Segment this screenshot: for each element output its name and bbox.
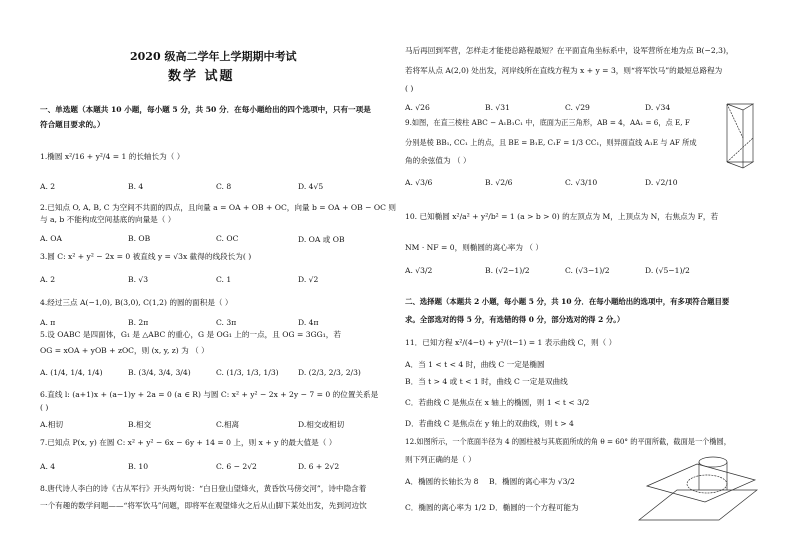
q12-option-c: C．椭圆的离心率为 1/2 bbox=[405, 503, 487, 512]
q3-option-a: A. 2 bbox=[40, 275, 56, 284]
q11-option-b: B．当 t > 4 或 t < 1 时，曲线 C 一定是双曲线 bbox=[405, 377, 568, 386]
subject-title: 数学 试题 bbox=[168, 69, 235, 84]
question-6-cont: ( ) bbox=[40, 403, 49, 412]
q4-option-b: B. 2π bbox=[128, 318, 149, 327]
q4-option-c: C. 3π bbox=[216, 318, 237, 327]
question-11: 11．已知方程 x²/(4−t) + y²/(t−1) = 1 表示曲线 C，则（ ） bbox=[405, 338, 617, 347]
q3-option-b: B. √3 bbox=[128, 275, 149, 284]
q6-option-a: A.相切 bbox=[40, 420, 64, 429]
question-5-cont: OG = xOA + yOB + zOC，则 (x, y, z) 为 （ ） bbox=[40, 346, 209, 355]
q11-option-a: A．当 1 < t < 4 时，曲线 C 一定是椭圆 bbox=[405, 360, 545, 369]
section1-title-cont: 符合题目要求的。） bbox=[40, 120, 105, 129]
question-8: 8.唐代诗人李白的诗《古从军行》开头两句说：“白日登山望烽火，黄昏饮马傍交河”，诗中隐含着 bbox=[40, 484, 367, 493]
q2-option-d: D. OA 或 OB bbox=[298, 235, 345, 244]
question-7: 7.已知点 P(x, y) 在圆 C: x² + y² − 6x − 6y + 14 = 0 上，则 x + y 的最大值是（ ） bbox=[40, 438, 337, 447]
question-3: 3.圆 C: x² + y² − 2x = 0 被直线 y = √3x 截得的线段长为( ) bbox=[40, 252, 252, 261]
right-column bbox=[405, 0, 760, 560]
q11-option-d: D．若曲线 C 是焦点在 y 轴上的双曲线，则 t > 4 bbox=[405, 419, 574, 428]
cylinder-section-figure bbox=[637, 450, 759, 530]
question-2: 2.已知点 O, A, B, C 为空间不共面的四点，且向量 a = OA + OB + OC，向量 b = OA + OB − OC 则 bbox=[40, 203, 396, 212]
q3-option-d: D. √2 bbox=[298, 275, 319, 284]
q8-option-d: D. √34 bbox=[645, 103, 671, 112]
question-8-cont-2: 马后再回到军营，怎样走才能使总路程最短？在平面直角坐标系中，设军营所在地为点 B(−2,3)， bbox=[405, 46, 734, 55]
section2-title: 二、选择题（本题共 2 小题，每小题 5 分，共 10 分．在每小题给出的选项中，有多项符合题目要 bbox=[405, 297, 730, 306]
question-6: 6.直线 l: (a+1)x + (a−1)y + 2a = 0 (a ∈ R) 与圆 C: x² + y² − 2x + 2y − 7 = 0 的位置关系是 bbox=[40, 390, 379, 399]
q7-option-b: B. 10 bbox=[128, 462, 149, 471]
q7-option-d: D. 6 + 2√2 bbox=[298, 462, 340, 471]
question-9-cont-2: 角的余弦值为 （ ） bbox=[405, 156, 471, 165]
q12-option-b: B．椭圆的离心率为 √3/2 bbox=[489, 477, 575, 486]
question-8-cont: 一个有趣的数学问题——“将军饮马”问题，即将军在观望烽火之后从山脚下某处出发，先到河边饮 bbox=[40, 501, 367, 510]
q9-option-a: A. √3/6 bbox=[405, 178, 433, 187]
exam-title: 2020 级高二学年上学期期中考试 bbox=[130, 50, 297, 63]
q6-option-b: B.相交 bbox=[128, 420, 152, 429]
q9-option-c: C. √3/10 bbox=[565, 178, 598, 187]
question-10-cont: NM · NF = 0，则椭圆的离心率为 （ ） bbox=[405, 243, 543, 252]
q7-option-c: C. 6 − 2√2 bbox=[216, 462, 257, 471]
q2-option-b: B. OB bbox=[128, 234, 151, 243]
q9-option-b: B. √2/6 bbox=[485, 178, 513, 187]
q1-option-a: A. 2 bbox=[40, 182, 56, 191]
q5-option-d: D. (2/3, 2/3, 2/3) bbox=[298, 368, 361, 377]
question-9-cont: 分别是棱 BB₁, CC₁ 上的点，且 BE = B₁E, C₁F = 1/3 CC₁，则异面直线 A₁E 与 AF 所成 bbox=[405, 138, 697, 147]
section1-title: 一、单选题（本题共 10 小题，每小题 5 分，共 50 分．在每小题给出的四个选项中，只有一项是 bbox=[40, 105, 371, 114]
q5-option-b: B. (3/4, 3/4, 3/4) bbox=[128, 368, 191, 377]
question-1: 1.椭圆 x²/16 + y²/4 = 1 的长轴长为（ ） bbox=[40, 152, 185, 161]
q12-option-d: D．椭圆的一个方程可能为 bbox=[489, 503, 579, 512]
question-2-cont: 与 a, b 不能构成空间基底的向量是（ ） bbox=[40, 215, 176, 224]
q1-option-b: B. 4 bbox=[128, 182, 144, 191]
question-10: 10. 已知椭圆 x²/a² + y²/b² = 1 (a > b > 0) 的左顶点为 M，上顶点为 N，右焦点为 F，若 bbox=[405, 212, 719, 221]
q10-option-d: D. (√5−1)/2 bbox=[645, 266, 690, 275]
q1-option-c: C. 8 bbox=[216, 182, 232, 191]
q8-option-c: C. √29 bbox=[565, 103, 590, 112]
question-4: 4.经过三点 A(−1,0), B(3,0), C(1,2) 的圆的面积是（ ） bbox=[40, 298, 233, 307]
q6-option-c: C.相离 bbox=[216, 420, 240, 429]
q5-option-a: A. (1/4, 1/4, 1/4) bbox=[40, 368, 103, 377]
q1-option-d: D. 4√5 bbox=[298, 182, 324, 191]
prism-figure bbox=[723, 98, 761, 170]
q4-option-a: A. π bbox=[40, 318, 56, 327]
q3-option-c: C. 1 bbox=[216, 275, 232, 284]
q10-option-a: A. √3/2 bbox=[405, 266, 433, 275]
section2-title-cont: 求。全部选对的得 5 分，有选错的得 0 分，部分选对的得 2 分。） bbox=[405, 315, 625, 324]
q5-option-c: C. (1/3, 1/3, 1/3) bbox=[216, 368, 279, 377]
question-8-cont-4: ( ) bbox=[405, 84, 414, 93]
question-12-cont: 则下列正确的是（ ） bbox=[405, 455, 476, 464]
q9-option-d: D. √2/10 bbox=[645, 178, 678, 187]
q12-option-a: A．椭圆的长轴长为 8 bbox=[405, 477, 479, 486]
left-column bbox=[40, 0, 396, 560]
q6-option-d: D.相交或相切 bbox=[298, 420, 345, 429]
q7-option-a: A. 4 bbox=[40, 462, 56, 471]
q10-option-c: C. (√3−1)/2 bbox=[565, 266, 610, 275]
question-8-cont-3: 若将军从点 A(2,0) 处出发，河岸线所在直线方程为 x + y = 3，则“将军饮马”的最短总路程为 bbox=[405, 66, 723, 75]
question-9: 9.如图，在直三棱柱 ABC − A₁B₁C₁ 中，底面为正三角形，AB = 4，AA₁ = 6，点 E, F bbox=[405, 118, 690, 127]
q10-option-b: B. (√2−1)/2 bbox=[485, 266, 530, 275]
q4-option-d: D. 4π bbox=[298, 318, 319, 327]
q8-option-a: A. √26 bbox=[405, 103, 430, 112]
q2-option-a: A. OA bbox=[40, 234, 63, 243]
q11-option-c: C．若曲线 C 是焦点在 x 轴上的椭圆，则 1 < t < 3/2 bbox=[405, 398, 590, 407]
question-12: 12.如图所示，一个底面半径为 4 的圆柱被与其底面所成的角 θ = 60° 的平面所截，截面是一个椭圆， bbox=[405, 437, 731, 446]
question-5: 5.设 OABC 是四面体，G₁ 是 △ABC 的重心，G 是 OG₁ 上的一点，且 OG = 3GG₁，若 bbox=[40, 330, 341, 339]
q8-option-b: B. √31 bbox=[485, 103, 510, 112]
q2-option-c: C. OC bbox=[216, 234, 239, 243]
